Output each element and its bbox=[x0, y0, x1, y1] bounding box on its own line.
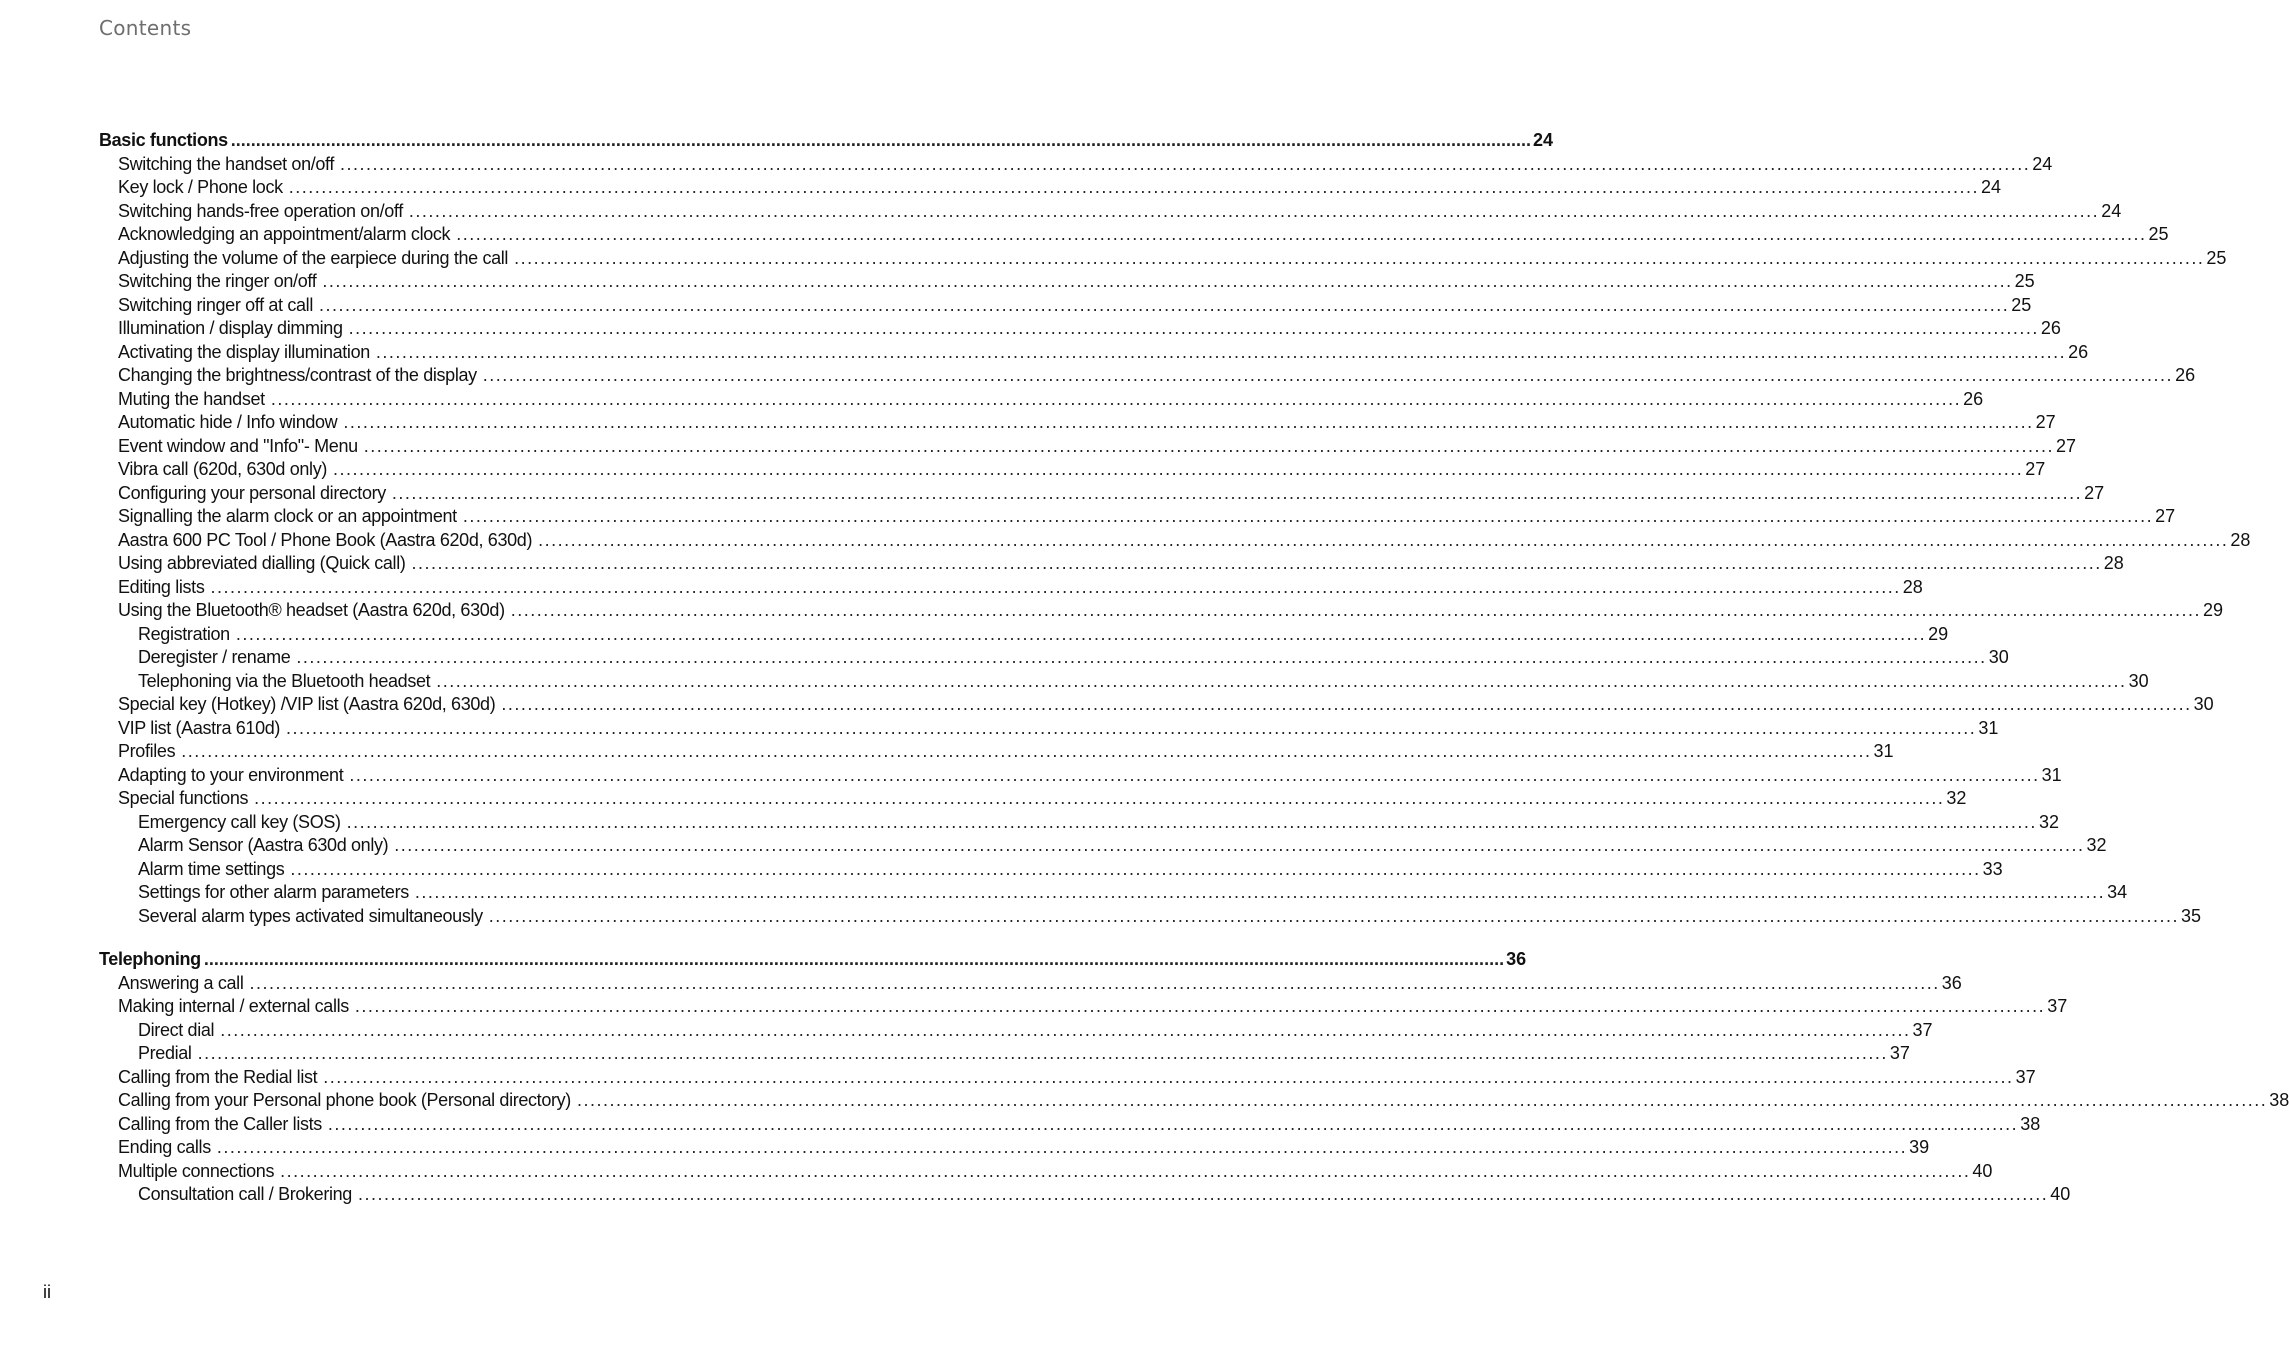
toc-entry-page: 27 bbox=[2084, 482, 2105, 503]
toc-entry-title: Key lock / Phone lock bbox=[118, 177, 283, 197]
dot-leader: .................................................................................................................................................................................................................................................................... bbox=[501, 694, 2192, 714]
toc-entry[interactable] bbox=[99, 340, 2089, 364]
toc-entry-page: 29 bbox=[1928, 623, 1949, 644]
dot-leader: .................................................................................................................................................................................................................................................................... bbox=[203, 949, 1505, 969]
toc-entry-page: 37 bbox=[2047, 996, 2068, 1016]
dot-leader: .................................................................................................................................................................................................................................................................... bbox=[254, 788, 1945, 808]
dot-leader: .................................................................................................................................................................................................................................................................... bbox=[327, 1113, 2019, 1134]
dot-leader: .................................................................................................................................................................................................................................................................... bbox=[394, 835, 2085, 855]
dot-leader: .................................................................................................................................................................................................................................................................... bbox=[408, 200, 2100, 221]
toc-entry[interactable] bbox=[99, 994, 2068, 1018]
toc-entry[interactable] bbox=[99, 739, 1894, 763]
toc-entry-page: 39 bbox=[1909, 1137, 1930, 1157]
toc-entry[interactable] bbox=[99, 434, 2077, 458]
toc-entry[interactable] bbox=[99, 786, 1967, 810]
toc-entry[interactable] bbox=[99, 1182, 2071, 1206]
toc-entry-title: Registration bbox=[138, 623, 230, 644]
toc-entry[interactable] bbox=[99, 669, 2149, 693]
toc-entry-title: Special key (Hotkey) /VIP list (Aastra 620d, 630d) bbox=[118, 694, 496, 714]
toc-entry[interactable] bbox=[99, 716, 1999, 740]
dot-leader: .................................................................................................................................................................................................................................................................... bbox=[318, 294, 2010, 315]
toc-entry-title: Calling from the Redial list bbox=[118, 1066, 318, 1087]
dot-leader: .................................................................................................................................................................................................................................................................... bbox=[288, 177, 1980, 197]
toc-entry-page: 31 bbox=[2041, 764, 2062, 785]
toc-entry[interactable] bbox=[99, 175, 2002, 199]
toc-entry-title: Switching the ringer on/off bbox=[118, 271, 317, 291]
toc-entry-title: Alarm time settings bbox=[138, 858, 285, 879]
toc-entry-title: Automatic hide / Info window bbox=[118, 412, 338, 432]
dot-leader: .................................................................................................................................................................................................................................................................... bbox=[249, 972, 1940, 993]
toc-entry-title: Multiple connections bbox=[118, 1160, 275, 1181]
toc-entry-title: Making internal / external calls bbox=[118, 996, 349, 1016]
page-number: ii bbox=[43, 1282, 51, 1302]
dot-leader: .................................................................................................................................................................................................................................................................... bbox=[576, 1090, 2268, 1110]
dot-leader: .................................................................................................................................................................................................................................................................... bbox=[296, 647, 1987, 667]
toc-entry-title: Answering a call bbox=[118, 972, 244, 993]
toc-entry-title: Signalling the alarm clock or an appointment bbox=[118, 506, 457, 526]
dot-leader: .................................................................................................................................................................................................................................................................... bbox=[414, 882, 2106, 902]
toc-entry-title: Ending calls bbox=[118, 1137, 211, 1157]
toc-entry[interactable] bbox=[99, 857, 2003, 881]
toc-entry[interactable] bbox=[99, 598, 2224, 622]
toc-entry-title: Calling from the Caller lists bbox=[118, 1113, 322, 1134]
dot-leader: .................................................................................................................................................................................................................................................................... bbox=[343, 412, 2034, 432]
toc-entry-page: 26 bbox=[1963, 388, 1984, 409]
toc-entry-page: 31 bbox=[1873, 741, 1894, 761]
dot-leader: .................................................................................................................................................................................................................................................................... bbox=[290, 858, 1981, 879]
dot-leader: .................................................................................................................................................................................................................................................................... bbox=[456, 224, 2147, 244]
toc-entry-title: Switching ringer off at call bbox=[118, 294, 313, 315]
toc-entry-page: 37 bbox=[2015, 1066, 2036, 1087]
toc-entry-title: Telephoning via the Bluetooth headset bbox=[138, 670, 431, 691]
dot-leader: .................................................................................................................................................................................................................................................................... bbox=[230, 130, 1532, 150]
dot-leader: .................................................................................................................................................................................................................................................................... bbox=[538, 529, 2229, 550]
dot-leader: .................................................................................................................................................................................................................................................................... bbox=[391, 482, 2083, 503]
toc-entry[interactable] bbox=[99, 904, 2202, 928]
dot-leader: .................................................................................................................................................................................................................................................................... bbox=[354, 996, 2046, 1016]
toc-entry[interactable] bbox=[99, 410, 2056, 434]
toc-entry-page: 25 bbox=[2148, 224, 2169, 244]
toc-entry-title: Editing lists bbox=[118, 576, 205, 597]
toc-entry-page: 25 bbox=[2011, 294, 2032, 315]
toc-entry-title: Configuring your personal directory bbox=[118, 482, 386, 503]
toc-entry-page: 28 bbox=[2103, 553, 2124, 573]
toc-entry-page: 29 bbox=[2203, 600, 2224, 620]
toc-entry-title: Using the Bluetooth® headset (Aastra 620d, 630d) bbox=[118, 600, 505, 620]
toc-entry-page: 24 bbox=[1981, 177, 2002, 197]
toc-entry-page: 32 bbox=[2038, 811, 2059, 832]
dot-leader: .................................................................................................................................................................................................................................................................... bbox=[181, 741, 1872, 761]
toc-entry[interactable] bbox=[99, 575, 1923, 599]
toc-entry-page: 24 bbox=[2032, 153, 2053, 174]
dot-leader: .................................................................................................................................................................................................................................................................... bbox=[322, 271, 2013, 291]
toc-entry-page: 27 bbox=[2035, 412, 2056, 432]
toc-entry-page: 26 bbox=[2068, 341, 2089, 362]
toc-entry-title: Illumination / display dimming bbox=[118, 318, 343, 338]
toc-entry-page: 36 bbox=[1506, 949, 1527, 969]
toc-entry[interactable] bbox=[99, 880, 2128, 904]
toc-entry[interactable] bbox=[99, 152, 2053, 176]
toc-entry[interactable] bbox=[99, 1088, 2289, 1112]
dot-leader: .................................................................................................................................................................................................................................................................... bbox=[286, 717, 1977, 738]
toc-entry[interactable] bbox=[99, 457, 2046, 481]
toc-entry[interactable] bbox=[99, 645, 2009, 669]
toc-entry-title: Switching the handset on/off bbox=[118, 153, 335, 174]
toc-entry[interactable] bbox=[99, 246, 2227, 270]
page-title: Contents bbox=[99, 16, 192, 40]
toc-entry-title: Changing the brightness/contrast of the display bbox=[118, 365, 477, 385]
toc-entry-page: 27 bbox=[2056, 435, 2077, 456]
toc-entry[interactable] bbox=[99, 692, 2214, 716]
toc-entry-title: Consultation call / Brokering bbox=[138, 1184, 352, 1204]
toc-entry-page: 38 bbox=[2020, 1113, 2041, 1134]
dot-leader: .................................................................................................................................................................................................................................................................... bbox=[482, 365, 2174, 385]
toc-entry-page: 37 bbox=[1912, 1019, 1933, 1040]
toc-entry[interactable] bbox=[99, 1018, 1933, 1042]
dot-leader: .................................................................................................................................................................................................................................................................... bbox=[349, 764, 2040, 785]
toc-entry-page: 28 bbox=[1902, 576, 1923, 597]
toc-entry[interactable] bbox=[99, 1159, 1993, 1183]
toc-entry-title: Acknowledging an appointment/alarm clock bbox=[118, 224, 451, 244]
toc-entry-page: 30 bbox=[2193, 694, 2214, 714]
toc-entry[interactable] bbox=[99, 528, 2251, 552]
toc-entry-title: Emergency call key (SOS) bbox=[138, 811, 341, 832]
toc-entry-page: 28 bbox=[2230, 529, 2251, 550]
toc-entry-title: Predial bbox=[138, 1043, 192, 1063]
toc-entry-title: Basic functions bbox=[99, 130, 228, 150]
toc-entry-page: 25 bbox=[2206, 247, 2227, 268]
dot-leader: .................................................................................................................................................................................................................................................................... bbox=[220, 1019, 1911, 1040]
toc-entry-title: Switching hands-free operation on/off bbox=[118, 200, 403, 221]
toc-entry-title: Deregister / rename bbox=[138, 647, 291, 667]
toc-section[interactable] bbox=[99, 947, 1527, 971]
toc-entry-title: Using abbreviated dialling (Quick call) bbox=[118, 553, 406, 573]
toc-entry[interactable] bbox=[99, 199, 2122, 223]
toc-entry-page: 35 bbox=[2181, 905, 2202, 926]
toc-section[interactable] bbox=[99, 128, 1554, 152]
dot-leader: .................................................................................................................................................................................................................................................................... bbox=[280, 1160, 1971, 1181]
toc-entry-page: 40 bbox=[2050, 1184, 2071, 1204]
toc-entry-page: 31 bbox=[1978, 717, 1999, 738]
dot-leader: .................................................................................................................................................................................................................................................................... bbox=[363, 435, 2055, 456]
dot-leader: .................................................................................................................................................................................................................................................................... bbox=[323, 1066, 2014, 1087]
toc-entry-page: 36 bbox=[1941, 972, 1962, 993]
toc-entry-title: Calling from your Personal phone book (Personal directory) bbox=[118, 1090, 571, 1110]
toc-entry-title: Special functions bbox=[118, 788, 249, 808]
toc-entry[interactable] bbox=[99, 1112, 2041, 1136]
toc-entry-page: 33 bbox=[1982, 858, 2003, 879]
toc-entry[interactable] bbox=[99, 316, 2061, 340]
toc-entry-page: 25 bbox=[2014, 271, 2035, 291]
dot-leader: .................................................................................................................................................................................................................................................................... bbox=[488, 905, 2180, 926]
toc-entry[interactable] bbox=[99, 1041, 1910, 1065]
dot-leader: .................................................................................................................................................................................................................................................................... bbox=[514, 247, 2205, 268]
toc-entry-page: 37 bbox=[1889, 1043, 1910, 1063]
toc-entry[interactable] bbox=[99, 833, 2107, 857]
toc-entry-title: VIP list (Aastra 610d) bbox=[118, 717, 281, 738]
dot-leader: .................................................................................................................................................................................................................................................................... bbox=[346, 811, 2037, 832]
toc-entry[interactable] bbox=[99, 1135, 1930, 1159]
toc-entry-page: 30 bbox=[2128, 670, 2149, 691]
toc-entry[interactable] bbox=[99, 269, 2035, 293]
toc-entry-page: 27 bbox=[2025, 459, 2046, 479]
dot-leader: .................................................................................................................................................................................................................................................................... bbox=[375, 341, 2067, 362]
dot-leader: .................................................................................................................................................................................................................................................................... bbox=[270, 388, 1962, 409]
toc-entry-title: Activating the display illumination bbox=[118, 341, 370, 362]
dot-leader: .................................................................................................................................................................................................................................................................... bbox=[510, 600, 2201, 620]
toc-entry-page: 34 bbox=[2107, 882, 2128, 902]
toc-entry[interactable] bbox=[99, 551, 2124, 575]
toc-entry-page: 26 bbox=[2040, 318, 2061, 338]
toc-entry-title: Several alarm types activated simultaneously bbox=[138, 905, 483, 926]
dot-leader: .................................................................................................................................................................................................................................................................... bbox=[436, 670, 2127, 691]
toc-entry[interactable] bbox=[99, 622, 1949, 646]
dot-leader: .................................................................................................................................................................................................................................................................... bbox=[216, 1137, 1908, 1157]
dot-leader: .................................................................................................................................................................................................................................................................... bbox=[197, 1043, 1888, 1063]
toc-entry[interactable] bbox=[99, 363, 2196, 387]
toc-entry-title: Alarm Sensor (Aastra 630d only) bbox=[138, 835, 389, 855]
toc-entry-title: Vibra call (620d, 630d only) bbox=[118, 459, 328, 479]
toc-entry-title: Adapting to your environment bbox=[118, 764, 344, 785]
dot-leader: .................................................................................................................................................................................................................................................................... bbox=[411, 553, 2102, 573]
dot-leader: .................................................................................................................................................................................................................................................................... bbox=[235, 623, 1927, 644]
dot-leader: .................................................................................................................................................................................................................................................................... bbox=[333, 459, 2024, 479]
toc-entry-title: Adjusting the volume of the earpiece during the call bbox=[118, 247, 509, 268]
toc-entry-title: Event window and "Info"- Menu bbox=[118, 435, 358, 456]
toc-entry[interactable] bbox=[99, 1065, 2036, 1089]
toc-entry[interactable] bbox=[99, 504, 2176, 528]
toc-entry-title: Aastra 600 PC Tool / Phone Book (Aastra 620d, 630d) bbox=[118, 529, 533, 550]
toc-entry-page: 24 bbox=[1533, 130, 1554, 150]
toc-entry[interactable] bbox=[99, 387, 1984, 411]
dot-leader: .................................................................................................................................................................................................................................................................... bbox=[462, 506, 2154, 526]
toc-entry[interactable] bbox=[99, 763, 2062, 787]
toc-entry-page: 32 bbox=[1946, 788, 1967, 808]
toc-entry[interactable] bbox=[99, 481, 2105, 505]
toc-entry-page: 27 bbox=[2155, 506, 2176, 526]
dot-leader: .................................................................................................................................................................................................................................................................... bbox=[210, 576, 1901, 597]
toc-entry-title: Direct dial bbox=[138, 1019, 215, 1040]
toc-entry[interactable] bbox=[99, 971, 1962, 995]
dot-leader: .................................................................................................................................................................................................................................................................... bbox=[357, 1184, 2049, 1204]
toc-entry-title: Muting the handset bbox=[118, 388, 265, 409]
toc-entry-page: 40 bbox=[1972, 1160, 1993, 1181]
toc-entry-page: 30 bbox=[1988, 647, 2009, 667]
toc-entry-title: Profiles bbox=[118, 741, 176, 761]
toc-entry[interactable] bbox=[99, 222, 2169, 246]
toc-entry-page: 38 bbox=[2269, 1090, 2289, 1110]
toc-entry-page: 26 bbox=[2175, 365, 2196, 385]
toc-entry-page: 24 bbox=[2101, 200, 2122, 221]
toc-entry-title: Telephoning bbox=[99, 949, 201, 969]
dot-leader: .................................................................................................................................................................................................................................................................... bbox=[348, 318, 2039, 338]
toc-entry[interactable] bbox=[99, 810, 2059, 834]
dot-leader: .................................................................................................................................................................................................................................................................... bbox=[340, 153, 2031, 174]
toc-entry-title: Settings for other alarm parameters bbox=[138, 882, 409, 902]
toc-entry-page: 32 bbox=[2086, 835, 2107, 855]
toc-entry[interactable] bbox=[99, 293, 2032, 317]
